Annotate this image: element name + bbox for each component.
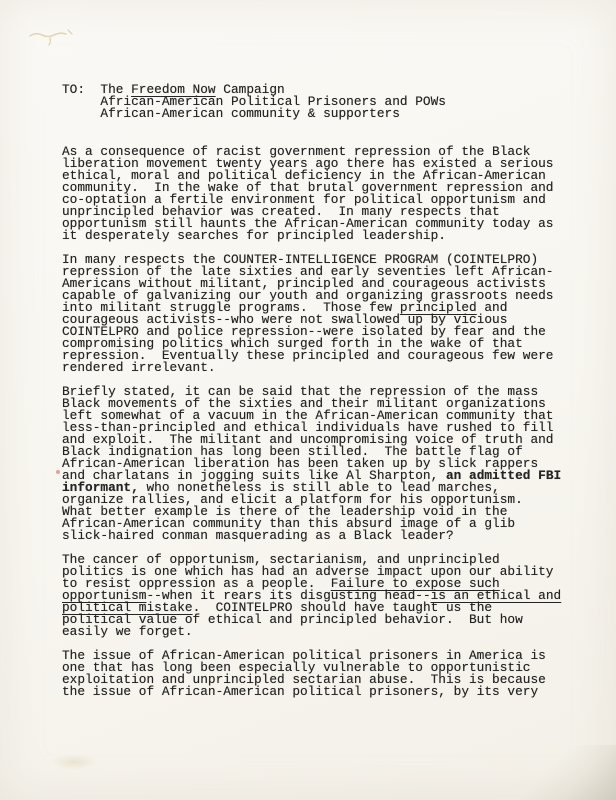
text-line (62, 362, 561, 374)
text-line (62, 108, 561, 120)
text-line (62, 230, 561, 242)
paragraph-2 (62, 254, 561, 374)
text-run: exploitation and unprincipled sectarian abuse. This is because (62, 672, 546, 687)
text-run: liberation movement twenty years ago there has existed a serious (62, 156, 554, 171)
text-run: ethical, moral and political deficiency in the African-American (62, 168, 546, 183)
text-run: As a consequence of racist government repression of the Black (62, 144, 531, 159)
text-run: to resist oppression as a people. (62, 576, 331, 591)
text-run: rendered irrelevant. (62, 360, 216, 375)
page-corner-shadow (506, 745, 616, 800)
text-run: --when it rears its disgusting head-- (146, 588, 431, 603)
text-run: compromising politics which surged forth in the wake of that (62, 336, 523, 351)
text-line (62, 530, 561, 542)
ink-speck-left-margin (56, 470, 60, 474)
text-run: African-American Political Prisoners and POWs (62, 94, 446, 109)
text-run: What better example is there of the leadership void in the (62, 504, 508, 519)
pencil-mark-top-left (28, 26, 86, 50)
document-text (62, 84, 561, 710)
text-run: political value of ethical and principled behavior. But how (62, 612, 523, 627)
recipient-header (62, 84, 561, 120)
text-run: community. In the wake of that brutal government repression and (62, 180, 554, 195)
text-run: . COINTELPRO should have taught us the (192, 600, 493, 615)
text-run: politics is one which has had an adverse impact upon our ability (62, 564, 554, 579)
paragraph-1 (62, 146, 561, 242)
text-run: and (476, 300, 508, 315)
text-run: and exploit. The militant and uncompromising voice of truth and (62, 432, 554, 447)
text-run: who nonetheless is still able to lead marches, (138, 480, 500, 495)
text-run: Black movements of the sixties and their militant organizations (62, 396, 546, 411)
text-line (62, 626, 561, 638)
underlined-text: opportunism (62, 588, 147, 603)
text-run: repression. Eventually these principled and courageous few were (62, 348, 554, 363)
text-run: it desperately searches for principled leadership. (62, 228, 446, 243)
underlined-text: Freedom Now (131, 82, 216, 97)
underlined-text: principled (399, 300, 477, 315)
text-run: African-American community & supporters (62, 106, 400, 121)
text-run: courageous activists--who were not swallowed up by vicious (62, 312, 508, 327)
paragraph-5 (62, 650, 561, 698)
bold-text: an admitted FBI (445, 468, 562, 483)
text-run: co-optation a fertile environment for political opportunism and (62, 192, 546, 207)
text-run: The cancer of opportunism, sectarianism, and unprincipled (62, 552, 500, 567)
text-run: unprincipled behavior was created. In many respects that (62, 204, 500, 219)
smudge-bottom-left (50, 754, 98, 770)
text-run: opportunism still haunts the African-American community today as (62, 216, 554, 231)
text-run: Briefly stated, it can be said that the repression of the mass (62, 384, 539, 399)
underlined-text: Failure to expose such (330, 576, 500, 591)
paragraph-3 (62, 386, 561, 542)
text-run: In many respects the COUNTER-INTELLIGENCE PROGRAM (COINTELPRO) (62, 252, 539, 267)
text-run: The issue of African-American political prisoners in America is (62, 648, 546, 663)
text-line (62, 686, 561, 698)
text-run: Campaign (215, 82, 285, 97)
text-run: African-American liberation has been taken up by slick rappers (62, 456, 539, 471)
text-run: one that has long been especially vulnerable to opportunistic (62, 660, 531, 675)
text-run: and charlatans in jogging suits like Al Sharpton, (62, 468, 446, 483)
text-run: Black indignation has long been stilled. The battle flag of (62, 444, 523, 459)
text-run: Americans without militant, principled and courageous activists (62, 276, 546, 291)
paragraph-4 (62, 554, 561, 638)
text-run: TO: The (62, 82, 132, 97)
text-run: African-American community than this absurd image of a glib (62, 516, 516, 531)
text-run: COINTELPRO and police repression--were isolated by fear and the (62, 324, 546, 339)
bold-text: informant, (62, 480, 139, 495)
text-run: capable of galvanizing our youth and organizing grassroots needs (62, 288, 554, 303)
underlined-text: is an ethical and (430, 588, 562, 603)
text-run: slick-haired conman masquerading as a Black leader? (62, 528, 454, 543)
text-run: repression of the late sixties and early seventies left African- (62, 264, 554, 279)
text-run: easily we forget. (62, 624, 193, 639)
text-run: into militant struggle programs. Those few (62, 300, 400, 315)
text-run: the issue of African-American political prisoners, by its very (62, 684, 539, 699)
text-run: organize rallies, and elicit a platform for his opportunism. (62, 492, 523, 507)
text-run: left somewhat of a vacuum in the African-American community that (62, 408, 554, 423)
underlined-text: political mistake (62, 600, 193, 615)
text-run: less-than-principled and ethical individuals have rushed to fill (62, 420, 554, 435)
